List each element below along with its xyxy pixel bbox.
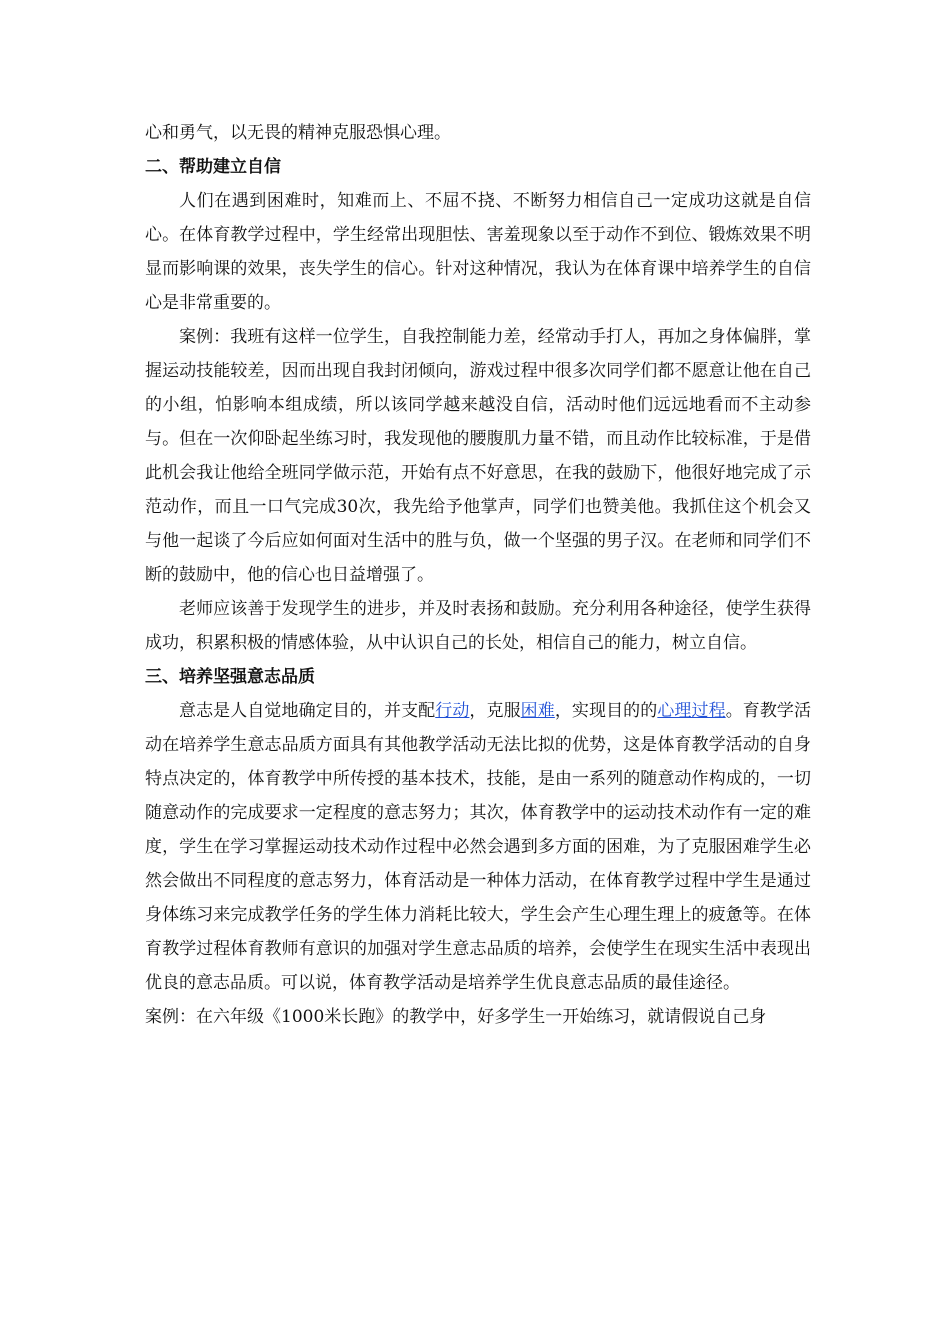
paragraph-willpower	[145, 694, 811, 1000]
paragraph-running-case: 案例：在六年级《1000米长跑》的教学中，好多学生一开始练习，就请假说自己身	[145, 1007, 767, 1027]
text-segment: ，克服	[469, 701, 521, 721]
section-heading-2: 二、帮助建立自信	[145, 157, 281, 177]
paragraph-confidence-intro: 人们在遇到困难时，知难而上、不屈不挠、不断努力相信自己一定成功这就是自信心。在体育教学过程中，学生经常出现胆怯、害羞现象以至于动作不到位、锻炼效果不明显而影响课的效果，丧失学生的信心。针对这种情况，我认为在体育课中培养学生的自信心是非常重要的。	[145, 191, 811, 313]
text-segment: 。育教学活动在培养学生意志品质方面具有其他教学活动无法比拟的优势，这是体育教学活动的自身特点决定的，体育教学中所传授的基本技术，技能，是由一系列的随意动作构成的，一切随意动作的完成要求一定程度的意志努力；其次，体育教学中的运动技术动作有一定的难度，学生在学习掌握运动技术动作过程中必然会遇到多方面的困难，为了克服困难学生必然会做出不同程度的意志努力，体育活动是一种体力活动，在体育教学过程中学生是通过身体练习来完成教学任务的学生体力消耗比较大，学生会产生心理生理上的疲惫等。在体育教学过程体育教师有意识的加强对学生意志品质的培养，会使学生在现实生活中表现出优良的意志品质。可以说，体育教学活动是培养学生优良意志品质的最佳途径。	[145, 701, 812, 993]
paragraph-continuation: 心和勇气，以无畏的精神克服恐惧心理。	[145, 123, 451, 143]
section-heading-3: 三、培养坚强意志品质	[145, 667, 315, 687]
paragraph-confidence-case: 案例：我班有这样一位学生，自我控制能力差，经常动手打人，再加之身体偏胖，掌握运动技能较差，因而出现自我封闭倾向，游戏过程中很多次同学们都不愿意让他在自己的小组，怕影响本组成绩，所以该同学越来越没自信，活动时他们远远地看而不主动参与。但在一次仰卧起坐练习时，我发现他的腰腹肌力量不错，而且动作比较标准，于是借此机会我让他给全班同学做示范，开始有点不好意思，在我的鼓励下，他很好地完成了示范动作，而且一口气完成30次，我先给予他掌声，同学们也赞美他。我抓住这个机会又与他一起谈了今后应如何面对生活中的胜与负，做一个坚强的男子汉。在老师和同学们不断的鼓励中，他的信心也日益增强了。	[145, 327, 811, 585]
document-body	[145, 116, 811, 1034]
link-psychological-process[interactable]: 心理过程	[657, 701, 726, 721]
link-difficulty[interactable]: 困难	[520, 701, 555, 721]
text-segment: ，实现目的的	[554, 701, 658, 721]
link-action[interactable]: 行动	[435, 701, 470, 721]
paragraph-confidence-summary: 老师应该善于发现学生的进步，并及时表扬和鼓励。充分利用各种途径，使学生获得成功，积累积极的情感体验，从中认识自己的长处，相信自己的能力，树立自信。	[145, 599, 811, 653]
text-segment: 意志是人自觉地确定目的，并支配	[179, 701, 436, 721]
